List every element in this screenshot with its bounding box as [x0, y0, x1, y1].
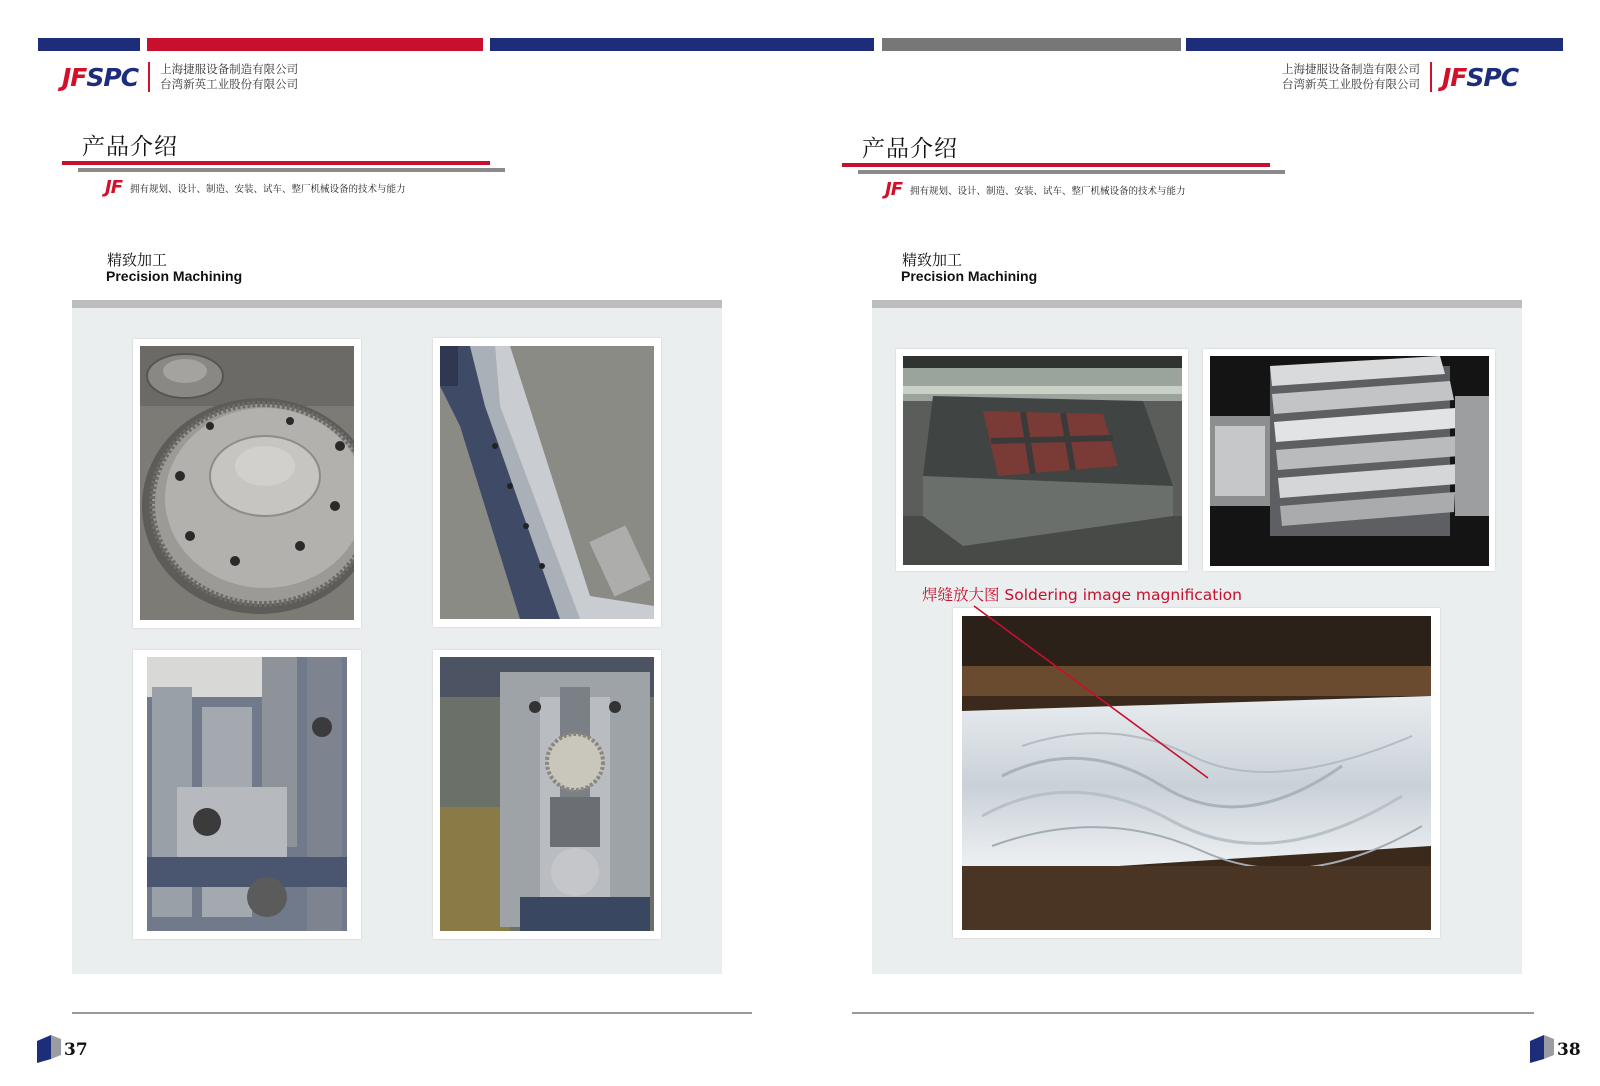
logo-spc-text: SPC	[86, 62, 139, 92]
top-stripe-navy-1	[38, 38, 140, 51]
top-stripe-red	[147, 38, 483, 51]
left-title-rule-red	[62, 161, 490, 165]
top-stripe-navy-3	[1186, 38, 1563, 51]
right-tagline	[885, 179, 1186, 200]
brand-logo-mark	[62, 62, 139, 92]
machine-assembly-photo	[440, 657, 654, 931]
tagline-text: 拥有规划、设计、制造、安装、试车、整厂机械设备的技术与能力	[910, 185, 1186, 197]
welded-base-frame-photo	[903, 356, 1182, 565]
left-tagline	[105, 177, 406, 198]
steel-beam-photo	[440, 346, 654, 619]
right-panel-top-bar	[872, 300, 1522, 308]
right-title-rule-gray	[858, 170, 1285, 174]
logo-spc-text: SPC	[1466, 62, 1519, 92]
left-title-rule-gray	[78, 168, 505, 172]
logo-separator	[1430, 62, 1432, 92]
top-stripe-gray	[882, 38, 1181, 51]
company-line-1: 上海捷服设备制造有限公司	[1282, 62, 1420, 76]
page-corner-icon	[1530, 1033, 1554, 1063]
right-subtitle-en: Precision Machining	[901, 268, 1038, 284]
tagline-text: 拥有规划、设计、制造、安装、试车、整厂机械设备的技术与能力	[130, 183, 406, 195]
weld-caption: 焊缝放大图 Soldering image magnification	[922, 586, 1242, 604]
company-line-2: 台湾新英工业股份有限公司	[1282, 77, 1420, 91]
helical-gear-shaft-photo	[1210, 356, 1489, 566]
left-page-number: 37	[64, 1040, 88, 1060]
left-section-title: 产品介绍	[82, 134, 178, 160]
right-title-rule-red	[842, 163, 1270, 167]
company-line-2: 台湾新英工业股份有限公司	[160, 77, 299, 91]
logo-left	[62, 62, 298, 92]
left-panel-top-bar	[72, 300, 722, 308]
brand-logo-mark	[1442, 62, 1519, 92]
tagline-jf-mark: JF	[105, 177, 122, 198]
company-line-1: 上海捷服设备制造有限公司	[160, 62, 299, 76]
left-subtitle-en: Precision Machining	[106, 268, 243, 284]
logo-jf-text: JF	[62, 62, 87, 92]
right-subtitle-cn: 精致加工	[902, 251, 963, 269]
logo-right	[1282, 62, 1518, 92]
right-page-number: 38	[1557, 1040, 1581, 1060]
top-stripe-navy-2	[490, 38, 874, 51]
tagline-jf-mark: JF	[885, 179, 902, 200]
large-gear-photo	[140, 346, 354, 620]
right-section-title: 产品介绍	[862, 136, 958, 162]
company-names	[160, 62, 298, 92]
left-subtitle-cn: 精致加工	[107, 251, 168, 269]
left-footer-rule	[72, 1012, 752, 1014]
page-corner-icon	[37, 1033, 61, 1063]
logo-jf-text: JF	[1442, 62, 1467, 92]
right-footer-rule	[852, 1012, 1534, 1014]
machined-frames-photo	[147, 657, 347, 931]
logo-separator	[148, 62, 150, 92]
company-names-right	[1282, 62, 1420, 92]
caption-pointer-line	[970, 603, 1220, 783]
